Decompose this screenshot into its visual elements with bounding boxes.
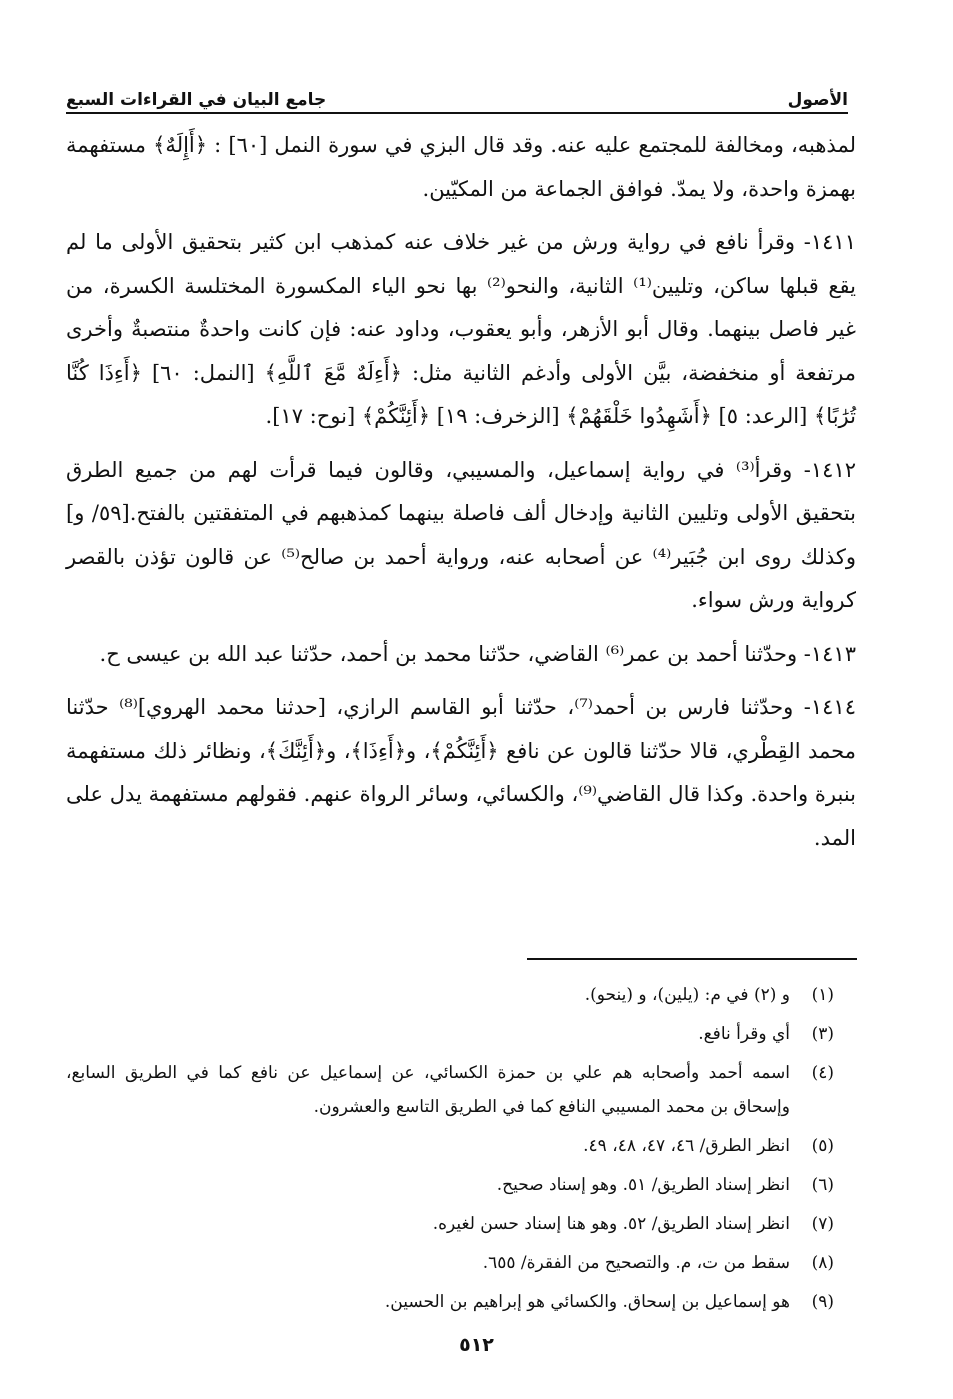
- footnote-item: [66, 1056, 834, 1124]
- paragraph-continuation: لمذهبه، ومخالفة للمجتمع عليه عنه. وقد قال البزي في سورة النمل [٦٠] : ﴿أَإِلَهٌ﴾ مستفهمة بهمزة واحدة، ولا يمدّ. فوافق الجماعة من المكيّين.: [66, 133, 856, 201]
- footnote-item: [66, 978, 834, 1012]
- footnote-text: و (٢) في م: (يلين)، و (ينحو).: [584, 985, 790, 1005]
- footnote-item: [66, 1129, 834, 1163]
- footnote-item: [66, 1246, 834, 1280]
- paragraph-1411: ١٤١١- وقرأ نافع في رواية ورش من غير خلاف عنه كمذهب ابن كثير بتحقيق الأولى ما لم يقع قبلها ساكن، وتليين⁽¹⁾ الثانية، والنحو⁽²⁾ بها نحو الياء المكسورة المختلسة الكسرة، من غير فاصل بينهما. وقال أبو الأزهر، وأبو يعقوب، وداود عنه: فإن كانت واحدةٌ منتصبةٌ وأخرى مرتفعة أو منخفضة، بيَّن الأولى وأدغم الثانية مثل: ﴿أَءِلَهٌ مَّعَ ٱللَّهِ﴾ [النمل: ٦٠] ﴿أَءِذَا كُنَّا تُرَٰبًا﴾ [الرعد: ٥] ﴿أَشَهِدُوا خَلْقَهُمْ﴾ [الزخرف: ١٩] ﴿أَئِنَّكُمْ﴾ [نوح: ١٧].: [66, 230, 857, 428]
- paragraph-1414: ١٤١٤- وحدّثنا فارس بن أحمد⁽⁷⁾، حدّثنا أبو القاسم الرازي، [حدثنا محمد الهروي]⁽⁸⁾ حدّثنا محمد القِطْري، قالا حدّثنا قالون عن نافع ﴿أَئِنَّكُمْ﴾، و﴿أَءِذَا﴾، و﴿أَئِنَّكَ﴾، ونظائر ذلك مستفهمة بنبرة واحدة. وكذا قال القاضي⁽⁹⁾، والكسائي، وسائر الرواة عنهم. فقولهم مستفهمة يدل على المد.: [66, 695, 856, 850]
- footnote-number: (٥): [811, 1136, 834, 1156]
- page-number: ٥١٢: [459, 1334, 494, 1356]
- footnote-number: (٣): [811, 1024, 834, 1044]
- footnote-text: انظر إسناد الطريق/ ٥١. وهو إسناد صحيح.: [496, 1175, 790, 1195]
- footnote-item: [66, 1017, 834, 1051]
- footnote-text: اسمه أحمد وأصحابه هم علي بن حمزة الكسائي، عن إسماعيل عن نافع كما في الطريق السابع، وإسحاق بن محمد المسيبي النافع كما في الطريق التاسع والعشرون.: [66, 1063, 790, 1117]
- footnote-item: [66, 1207, 834, 1241]
- running-header: [66, 70, 848, 110]
- footnote-text: هو إسماعيل بن إسحاق. والكسائي هو إبراهيم بن الحسين.: [384, 1292, 790, 1312]
- footnote-item: [66, 1168, 834, 1202]
- main-text: [66, 124, 856, 870]
- footnote-number: (١): [811, 985, 834, 1005]
- paragraph-1412: ١٤١٢- وقرأ⁽³⁾ في رواية إسماعيل، والمسيبي، وقالون فيما قرأت لهم من جميع الطرق بتحقيق الأولى وتليين الثانية وإدخال ألف فاصلة بينهما كمذهبهم في المتفقتين بالفتح.[٥٩/ و] وكذلك روى ابن جُبَير⁽⁴⁾ عن أصحابه عنه، ورواية أحمد بن صالح⁽⁵⁾ عن قالون تؤذن بالقصر كرواية ورش سواء.: [66, 457, 857, 612]
- footnote-text: أي وقرأ نافع.: [698, 1024, 790, 1044]
- footnote-text: انظر إسناد الطريق/ ٥٢. وهو هنا إسناد حسن لغيره.: [432, 1214, 790, 1234]
- footnote-number: (٩): [811, 1292, 834, 1312]
- header-divider: [66, 112, 848, 114]
- footnote-item: [66, 1285, 834, 1319]
- footnote-text: سقط من ت، م. والتصحيح من الفقرة/ ٦٥٥.: [482, 1253, 790, 1273]
- footnote-number: (٨): [811, 1253, 834, 1273]
- footnote-number: (٤): [811, 1063, 834, 1083]
- footnote-text: انظر الطرق/ ٤٦، ٤٧، ٤٨، ٤٩.: [583, 1136, 790, 1156]
- header-book-title: جامع البيان في القراءات السبع: [66, 90, 327, 110]
- header-section-title: الأصول: [787, 90, 848, 110]
- footnotes: [66, 978, 834, 1363]
- footnote-number: (٧): [811, 1214, 834, 1234]
- footnote-number: (٦): [811, 1175, 834, 1195]
- paragraph-1413: ١٤١٣- وحدّثنا أحمد بن عمر⁽⁶⁾ القاضي، حدّثنا محمد بن أحمد، حدّثنا عبد الله بن عيسى ح.: [99, 641, 856, 666]
- footnote-divider: [527, 958, 857, 960]
